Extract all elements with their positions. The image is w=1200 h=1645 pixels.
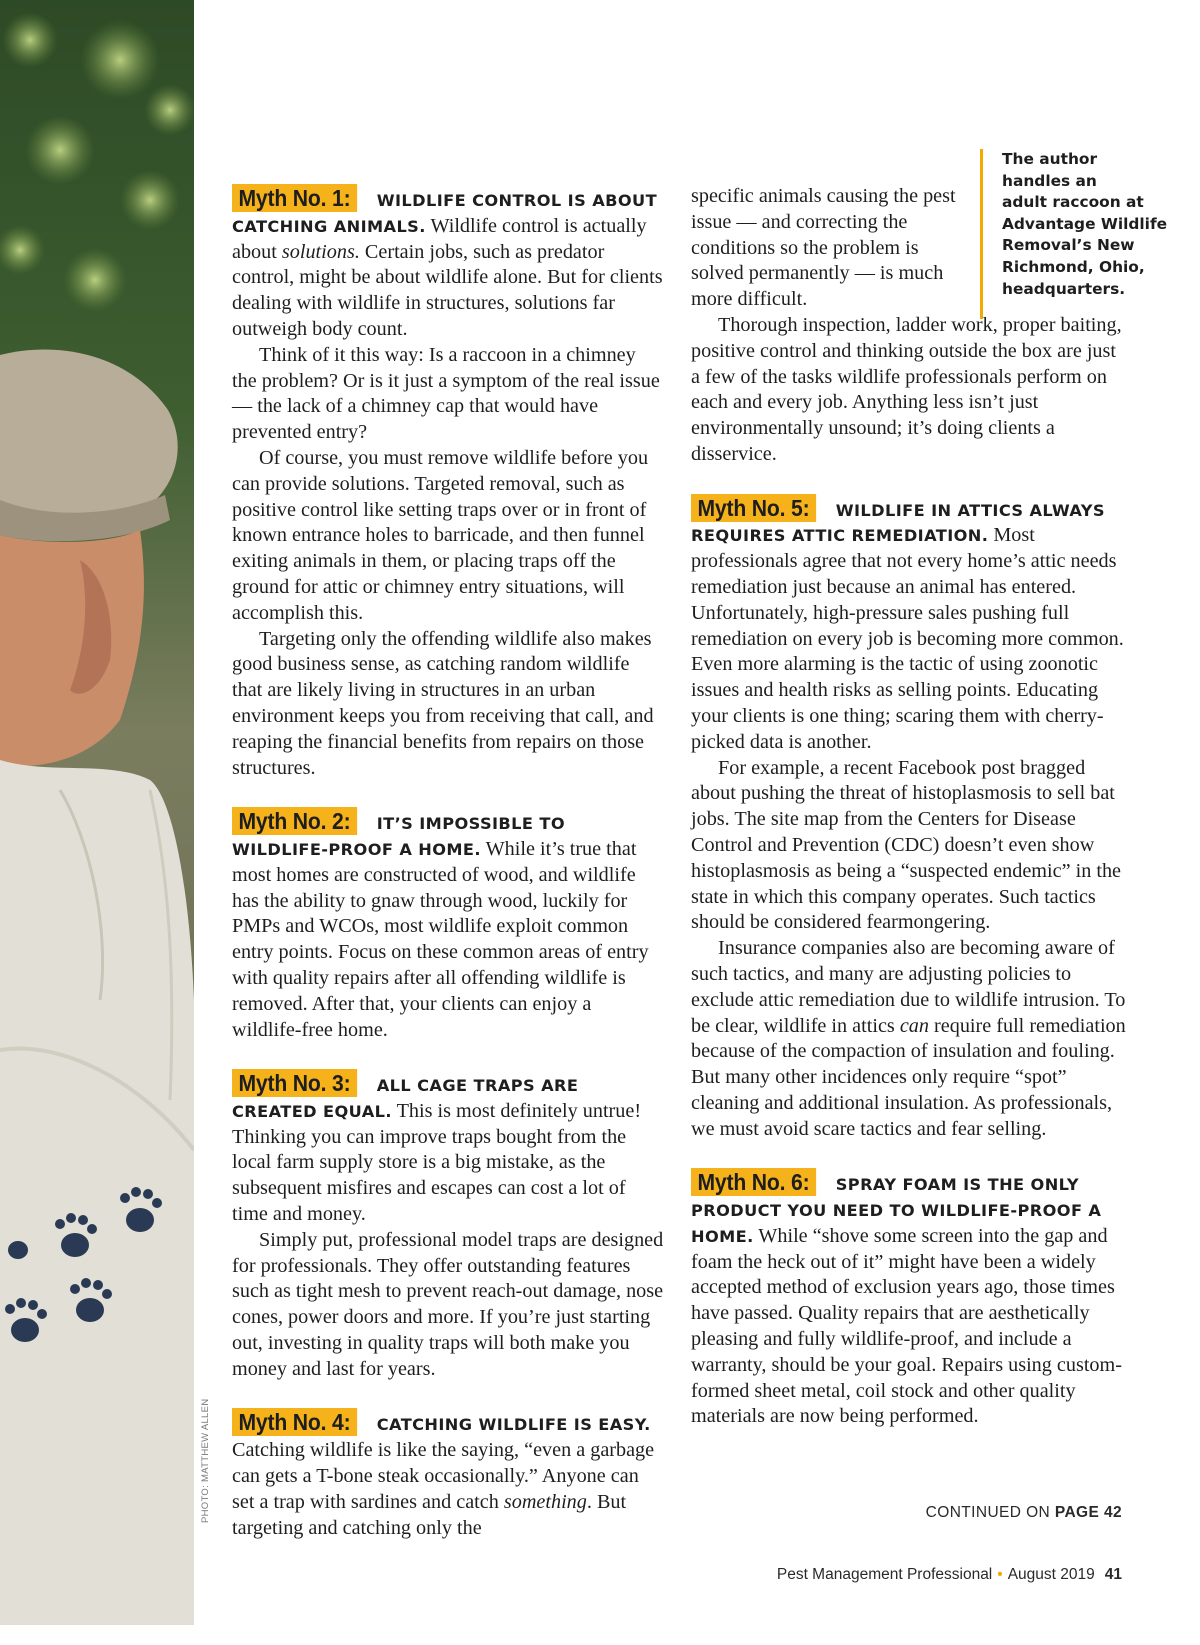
raccoon-handler-photo <box>0 0 194 1625</box>
myth-1-text-cont: Certain jobs, such as predator control, might be about wildlife alone. But for clients dealing with wildlife in structures, solutions far outweigh body count. <box>232 240 663 340</box>
caption-line: headquarters. <box>1002 279 1126 298</box>
continued-prefix: CONTINUED ON <box>925 1504 1051 1521</box>
myth-1-emphasis: solutions. <box>281 240 360 263</box>
photo-caption <box>980 149 1182 319</box>
myth-4-continuation: specific animals causing the pest issue — and correcting the conditions so the problem is solved permanently — is much more difficult. <box>691 185 956 311</box>
myth-3-paragraph <box>232 1069 664 1228</box>
myth-6-heading: SPRAY FOAM IS THE ONLY PRODUCT YOU NEED TO WILDLIFE-PROOF A HOME. <box>691 1175 1102 1246</box>
myth-2-badge: Myth No. 2: <box>232 807 357 835</box>
myth-5-paragraph-2: For example, a recent Facebook post bragged about pushing the threat of histoplasmosis to sell bat jobs. The site map from the Centers for Disease Control and Prevention (CDC) doesn’t even show histoplasmosis as being a “suspected endemic” in the state in which this company operates. Such tactics should be considered fearmongering. <box>691 756 1121 934</box>
myth-5-badge: Myth No. 5: <box>691 494 816 522</box>
caption-line: Advantage Wildlife <box>1002 214 1168 233</box>
myth-4-text-cont: . But targeting and catching only the <box>232 1490 627 1539</box>
myth-4-emphasis: something <box>503 1490 587 1513</box>
page-footer <box>777 1566 1122 1584</box>
myth-2-text: While it’s true that most homes are constructed of wood, and wildlife has the ability to gnaw through wood, luckily for PMPs and WCOs, most wildlife exploit common entry points. Focus on these common areas of entry with quality repairs after all offending wildlife is removed. After that, your clients can enjoy a wildlife-free home. <box>232 837 649 1041</box>
myth-5-paragraph-3 <box>691 936 1127 1142</box>
myth-5-p3-text: Insurance companies also are becoming aware of such tactics, and many are adjusting policies to exclude attic remediation due to wildlife intrusion. To be clear, wildlife in attics <box>691 937 1126 1037</box>
myth-5-paragraph <box>691 494 1127 756</box>
caption-line: Removal’s New <box>1002 236 1135 255</box>
myth-3-text: This is most definitely untrue! Thinking you can improve traps bought from the local farm supply store is a big mistake, as the subsequent misfires and escapes can cost a lot of time and money. <box>232 1099 642 1226</box>
myth-1-heading: WILDLIFE CONTROL IS ABOUT CATCHING ANIMALS. <box>232 191 658 236</box>
myth-5-heading: WILDLIFE IN ATTICS ALWAYS REQUIRES ATTIC REMEDIATION. <box>691 500 1105 546</box>
myth-4-badge: Myth No. 4: <box>232 1408 357 1436</box>
myth-1-paragraph-2: Think of it this way: Is a raccoon in a chimney the problem? Or is it just a symptom of the real issue — the lack of a chimney cap that would have prevented entry? <box>232 343 660 444</box>
myth-6-paragraph <box>691 1168 1127 1430</box>
caption-line: Richmond, Ohio, <box>1002 257 1145 276</box>
myth-3-heading: ALL CAGE TRAPS ARE CREATED EQUAL. <box>232 1076 579 1121</box>
article-photo <box>0 0 194 1625</box>
myth-1-badge: Myth No. 1: <box>232 184 357 212</box>
article-column-left <box>232 184 664 1541</box>
article-column-right <box>691 184 1127 1430</box>
myth-2-heading: IT’S IMPOSSIBLE TO WILDLIFE-PROOF A HOME. <box>232 814 565 859</box>
caption-line: handles an <box>1002 171 1097 190</box>
myth-5-p3-text-cont: require full remediation because of the compaction of insulation and fouling. But many other incidences only require “spot” cleaning and additional insulation. As professionals, we must avoid scare tactics and fear selling. <box>691 1014 1126 1140</box>
myth-1-paragraph-4: Targeting only the offending wildlife also makes good business sense, as catching random wildlife that are likely living in structures in an urban environment keeps you from receiving that call, and reaping the financial benefits from repairs on those structures. <box>232 627 654 779</box>
myth-1-paragraph <box>232 184 664 343</box>
caption-line: adult raccoon at <box>1002 193 1144 212</box>
myth-1-text: Wildlife control is actually about <box>232 214 647 263</box>
page-number: 41 <box>1104 1566 1122 1583</box>
footer-separator: • <box>997 1566 1003 1583</box>
photo-credit <box>200 1398 214 1645</box>
myth-3-badge: Myth No. 3: <box>232 1069 357 1097</box>
photo-credit-text: PHOTO: MATTHEW ALLEN <box>200 1398 211 1523</box>
continued-page: PAGE 42 <box>1054 1504 1122 1521</box>
issue-date: August 2019 <box>1007 1566 1095 1583</box>
publication-name: Pest Management Professional <box>776 1566 993 1583</box>
myth-5-emphasis: can <box>899 1014 929 1037</box>
myth-4-heading: CATCHING WILDLIFE IS EASY. <box>376 1415 651 1435</box>
myth-1-paragraph-3: Of course, you must remove wildlife before you can provide solutions. Targeted removal, such as positive control like setting traps over or in front of known entrance holes to barricade, and then funnel exiting animals in them, or placing traps off the ground for attic or chimney entry situations, will accomplish this. <box>232 446 649 624</box>
myth-2-paragraph <box>232 807 664 1043</box>
myth-4-paragraph <box>232 1408 664 1541</box>
myth-5-text: Most professionals agree that not every home’s attic needs remediation just because an animal has entered. Unfortunately, high-pressure sales pushing full remediation on every job is becoming more common. Even more alarming is the tactic of using zoonotic issues and health risks as selling points. Educating your clients is one thing; scaring them with cherry-picked data is another. <box>691 524 1124 753</box>
continued-on-link[interactable] <box>926 1504 1122 1522</box>
myth-6-badge: Myth No. 6: <box>691 1168 816 1196</box>
myth-3-paragraph-2: Simply put, professional model traps are designed for professionals. They offer outstanding features such as tight mesh to prevent reach-out damage, nose cones, power doors and more. If you’re just starting out, investing in quality traps will both make you money and last for years. <box>232 1228 664 1380</box>
myth-4-paragraph-2: Thorough inspection, ladder work, proper baiting, positive control and thinking outside the box are just a few of the tasks wildlife professionals perform on each and every job. Anything less isn’t just environmentally unsound; it’s doing clients a disservice. <box>691 313 1122 465</box>
myth-6-text: While “shove some screen into the gap and foam the heck out of it” might have been a widely accepted method of exclusion years ago, those times have passed. Quality repairs that are aesthetically pleasing and fully wildlife-proof, and include a warranty, should be your goal. Repairs using custom-formed sheet metal, coil stock and other quality materials are now being performed. <box>691 1224 1122 1428</box>
caption-line: The author <box>1002 150 1098 168</box>
myth-4-text: Catching wildlife is like the saying, “even a garbage can gets a T-bone steak occasionally.” Anyone can set a trap with sardines and catch <box>232 1439 655 1513</box>
